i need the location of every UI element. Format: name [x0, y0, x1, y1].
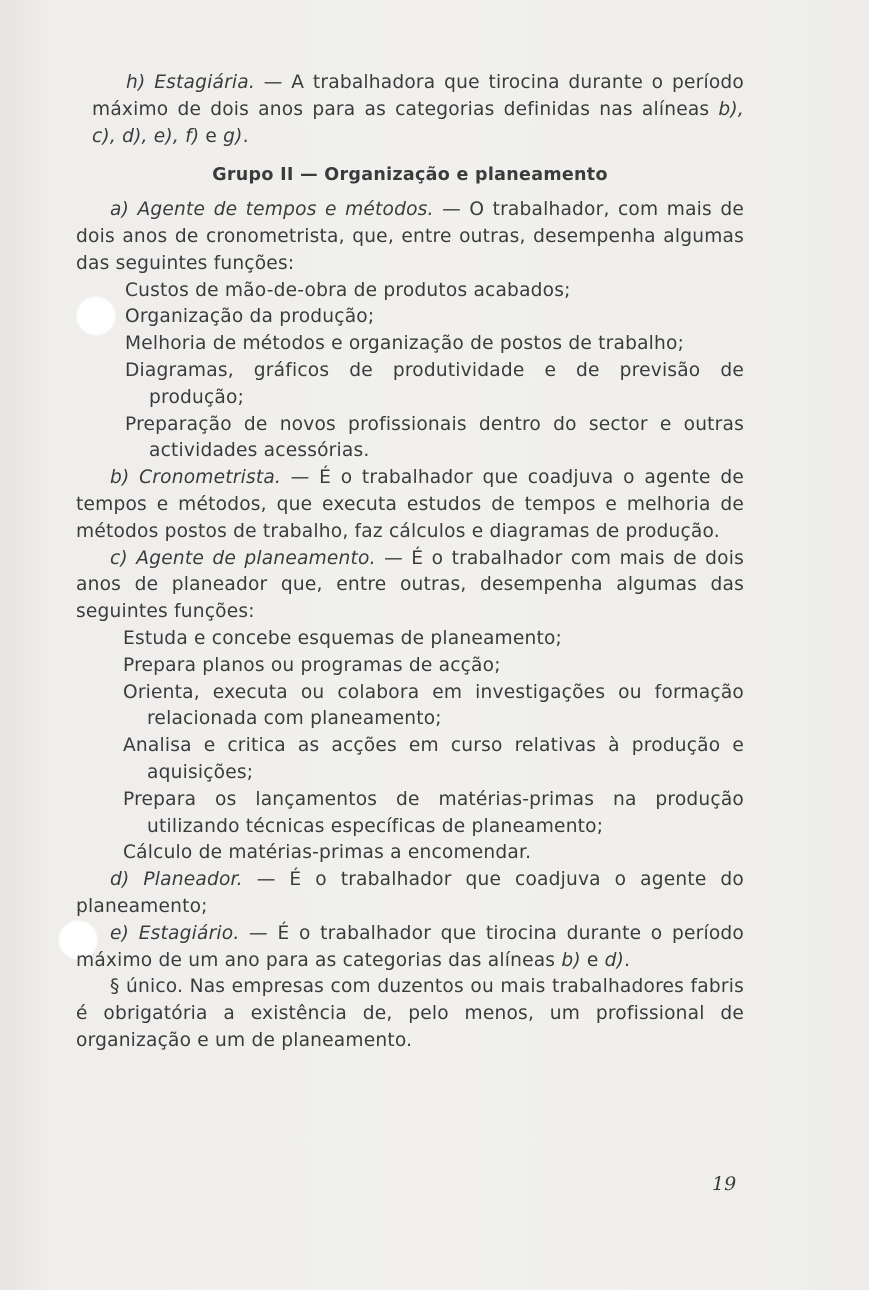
- list-item: Prepara os lançamentos de matérias-primas na produção utilizando técnicas específicas de planeamento;: [123, 788, 744, 837]
- term-estagiario: Estagiário.: [138, 922, 240, 944]
- list-item: Organização da produção;: [125, 306, 375, 328]
- paragraph-b: b) Cronometrista. — É o trabalhador que coadjuva o agente de tempos e métodos, que executa estudos de tempos e melhoria de métodos postos de trabalho, faz cálculos e diagramas de produção.: [76, 467, 744, 542]
- term-agente-tempos: Agente de tempos e métodos.: [137, 199, 434, 221]
- paragraph-d: d) Planeador. — É o trabalhador que coadjuva o agente do planeamento;: [76, 869, 744, 917]
- list-item: Preparação de novos profissionais dentro do sector e outras actividades acessórias.: [125, 413, 744, 462]
- body-text: [76, 70, 744, 1055]
- list-item: Orienta, executa ou colabora em investigações ou formação relacionada com planeamento;: [123, 681, 744, 730]
- section-heading: Grupo II — Organização e planeamento: [212, 165, 608, 186]
- paragraph-h: h) Estagiária. — A trabalhadora que tirocina durante o período máximo de dois anos para as categorias definidas nas alíneas b), c), d), e), f) e g).: [92, 72, 744, 147]
- term-planeador: Planeador.: [143, 869, 243, 891]
- paragraph-a: a) Agente de tempos e métodos. — O trabalhador, com mais de dois anos de cronometrista, que, entre outras, desempenha algumas das seguintes funções:: [76, 199, 744, 274]
- list-item: Cálculo de matérias-primas a encomendar.: [123, 842, 532, 864]
- list-item: Estuda e concebe esquemas de planeamento;: [123, 627, 563, 649]
- paragraph-unico: § único. Nas empresas com duzentos ou mais trabalhadores fabris é obrigatória a existência de, pelo menos, um profissional de organização e um de planeamento.: [76, 976, 744, 1051]
- list-item: Custos de mão-de-obra de produtos acabados;: [125, 279, 571, 301]
- list-item: Diagramas, gráficos de produtividade e de previsão de produção;: [125, 359, 744, 408]
- page-number: 19: [712, 1173, 737, 1195]
- list-item: Analisa e critica as acções em curso relativas à produção e aquisições;: [123, 735, 744, 783]
- term-cronometrista: Cronometrista.: [139, 467, 282, 489]
- list-item: Prepara planos ou programas de acção;: [123, 654, 501, 676]
- paragraph-c: c) Agente de planeamento. — É o trabalhador com mais de dois anos de planeador que, entre outras, desempenha algumas das seguintes funções:: [76, 547, 744, 623]
- term-agente-planeamento: Agente de planeamento.: [136, 547, 376, 569]
- paragraph-e: e) Estagiário. — É o trabalhador que tirocina durante o período máximo de um ano para as categorias das alíneas b) e d).: [76, 922, 744, 971]
- list-item: Melhoria de métodos e organização de postos de trabalho;: [125, 333, 685, 355]
- term-estagiaria: Estagiária.: [154, 72, 255, 93]
